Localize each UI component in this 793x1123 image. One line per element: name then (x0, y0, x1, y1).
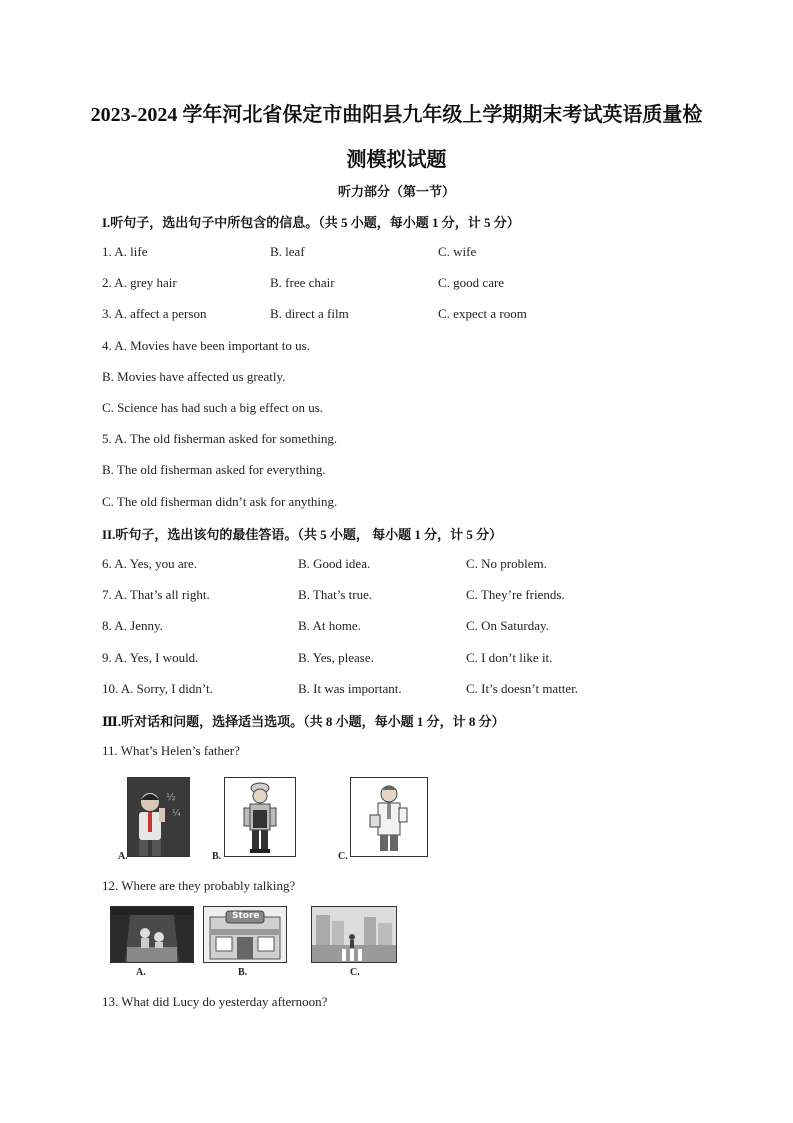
q3-option-c: C. expect a room (438, 306, 527, 321)
q13-question: 13. What did Lucy do yesterday afternoon? (102, 994, 328, 1009)
q9-option-c: C. I don’t like it. (466, 650, 553, 665)
q8-option-b: B. At home. (298, 618, 361, 633)
q6-option-b: B. Good idea. (298, 556, 371, 571)
q11-picture-c-doctor (350, 777, 428, 857)
question-8 (0, 618, 793, 636)
section-2-heading: II.听句子，选出该句的最佳答语。（共 5 小题， 每小题 1 分，计 5 分） (102, 527, 503, 542)
q12-question: 12. Where are they probably talking? (102, 878, 296, 893)
q12-picture-a-stage (110, 906, 194, 963)
q10-option-c: C. It’s doesn’t matter. (466, 681, 579, 696)
question-7 (0, 587, 793, 605)
q12-label-c: C. (350, 967, 360, 978)
question-6 (0, 556, 793, 574)
svg-text:¼: ¼ (172, 809, 181, 819)
q7-option-a: 7. A. That’s all right. (102, 587, 210, 602)
question-2 (0, 275, 793, 293)
q5-option-c: C. The old fisherman didn’t ask for anything. (102, 494, 338, 509)
q12-picture-b-store (203, 906, 287, 963)
q11-label-c: C. (338, 851, 348, 862)
q2-option-b: B. free chair (270, 275, 335, 290)
question-10 (0, 681, 793, 699)
q11-picture-a-teacher (127, 777, 190, 857)
question-9 (0, 650, 793, 668)
q3-option-a: 3. A. affect a person (102, 306, 207, 321)
q11-question: 11. What’s Helen’s father? (102, 743, 240, 758)
q4-option-b: B. Movies have affected us greatly. (102, 369, 286, 384)
q9-option-a: 9. A. Yes, I would. (102, 650, 199, 665)
q10-option-b: B. It was important. (298, 681, 402, 696)
q7-option-c: C. They’re friends. (466, 587, 565, 602)
q3-option-b: B. direct a film (270, 306, 349, 321)
q1-option-b: B. leaf (270, 244, 305, 259)
q12-store-sign: Store (232, 911, 260, 921)
q12-picture-c-street (311, 906, 397, 963)
q9-option-b: B. Yes, please. (298, 650, 374, 665)
q4-option-a: 4. A. Movies have been important to us. (102, 338, 310, 353)
q5-option-a: 5. A. The old fisherman asked for something. (102, 431, 338, 446)
q6-option-a: 6. A. Yes, you are. (102, 556, 197, 571)
q11-picture-b-worker (224, 777, 296, 857)
section-1-heading: I.听句子，选出句子中所包含的信息。（共 5 小题，每小题 1 分，计 5 分） (102, 215, 520, 230)
q12-label-a: A. (136, 967, 146, 978)
question-3 (0, 306, 793, 324)
q10-option-a: 10. A. Sorry, I didn’t. (102, 681, 213, 696)
q4-option-c: C. Science has had such a big effect on us. (102, 400, 324, 415)
q11-label-a: A. (118, 851, 128, 862)
q2-option-c: C. good care (438, 275, 505, 290)
section-3-heading: Ⅲ.听对话和问题，选择适当选项。（共 8 小题，每小题 1 分，计 8 分） (102, 714, 505, 729)
question-1 (0, 244, 793, 262)
q11-label-b: B. (212, 851, 222, 862)
page-title-line-1: 2023-2024 学年河北省保定市曲阳县九年级上学期期末考试英语质量检 (90, 104, 703, 126)
q12-label-b: B. (238, 967, 248, 978)
q1-option-a: 1. A. life (102, 244, 148, 259)
q8-option-a: 8. A. Jenny. (102, 618, 163, 633)
q7-option-b: B. That’s true. (298, 587, 373, 602)
q5-option-b: B. The old fisherman asked for everything. (102, 462, 326, 477)
q8-option-c: C. On Saturday. (466, 618, 549, 633)
page-title-line-2: 测模拟试题 (346, 149, 447, 171)
q6-option-c: C. No problem. (466, 556, 547, 571)
listening-subtitle: 听力部分（第一节） (337, 184, 455, 199)
svg-text:½: ½ (166, 792, 176, 803)
q1-option-c: C. wife (438, 244, 477, 259)
q2-option-a: 2. A. grey hair (102, 275, 177, 290)
